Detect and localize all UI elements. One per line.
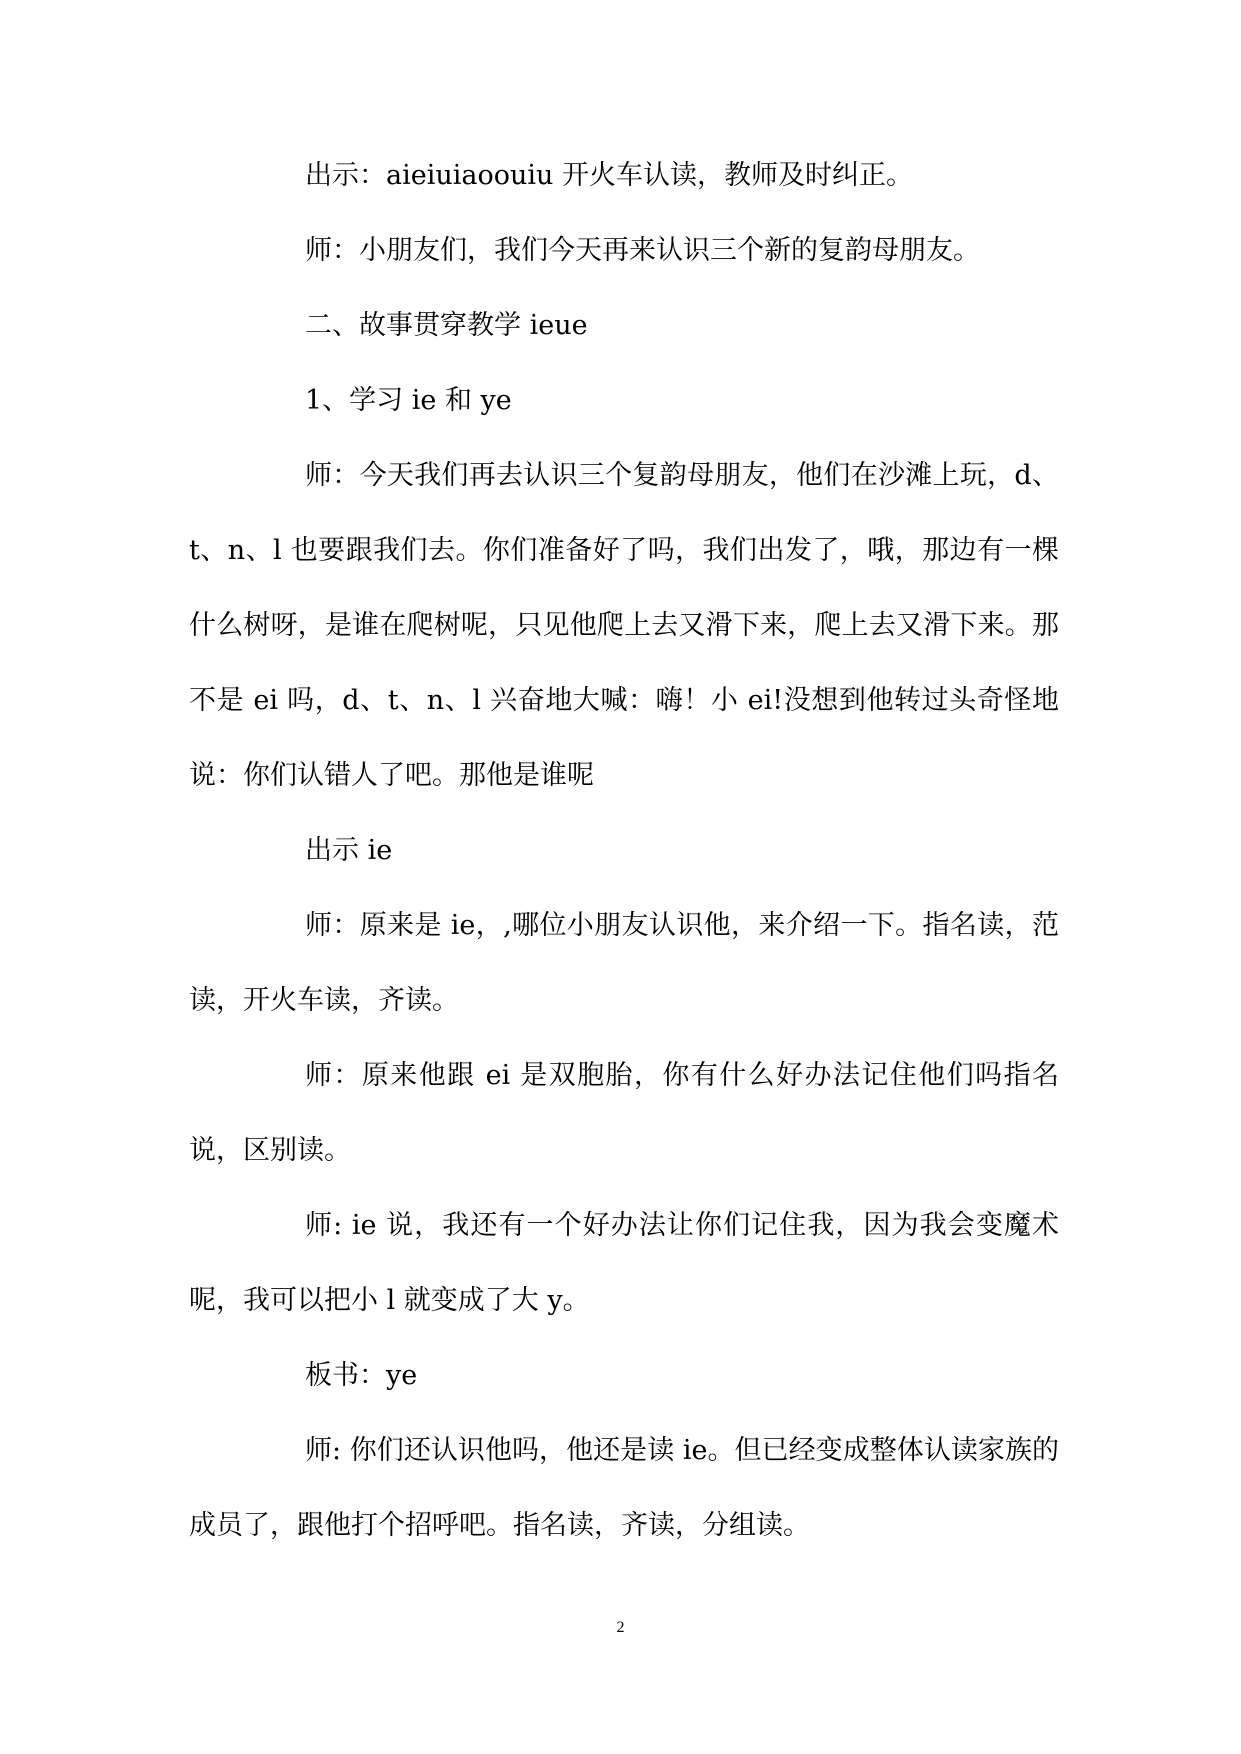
paragraph-whole-reading-family: 师: 你们还认识他吗，他还是读 ie。但已经变成整体认读家族的成员了，跟他打个招呼吧。指名读，齐读，分组读。 xyxy=(189,1435,1059,1541)
paragraph-introduce-ie: 师：原来是 ie，,哪位小朋友认识他，来介绍一下。指名读，范读，开火车读，齐读。 xyxy=(189,910,1059,1016)
page-number: 2 xyxy=(616,1619,625,1636)
paragraph-twins-ei-ie: 师：原来他跟 ei 是双胞胎，你有什么好办法记住他们吗指名说，区别读。 xyxy=(189,1060,1059,1166)
paragraph-show-compound-vowels: 出示：aieiuiaoouiu 开火车认读，教师及时纠正。 xyxy=(305,160,913,191)
paragraph-board-ye: 板书：ye xyxy=(305,1360,418,1391)
paragraph-teacher-intro: 师：小朋友们，我们今天再来认识三个新的复韵母朋友。 xyxy=(305,235,980,266)
document-body xyxy=(189,138,1059,1563)
section-heading-story-teaching: 二、故事贯穿教学 ieue xyxy=(305,310,588,341)
paragraph-magic-l-to-y: 师: ie 说，我还有一个好办法让你们记住我，因为我会变魔术呢，我可以把小 l 就变成了大 y。 xyxy=(189,1210,1059,1316)
paragraph-show-ie: 出示 ie xyxy=(305,835,393,866)
paragraph-story-beach: 师：今天我们再去认识三个复韵母朋友，他们在沙滩上玩，d、t、n、l 也要跟我们去。你们准备好了吗，我们出发了，哦，那边有一棵什么树呀，是谁在爬树呢，只见他爬上去又滑下来，爬上去又滑下来。那不是 ei 吗，d、t、n、l 兴奋地大喊：嗨！小 ei!没想到他转过头奇怪地说：你们认错人了吧。那他是谁呢 xyxy=(189,460,1059,791)
subheading-learn-ie-ye: 1、学习 ie 和 ye xyxy=(305,385,512,416)
